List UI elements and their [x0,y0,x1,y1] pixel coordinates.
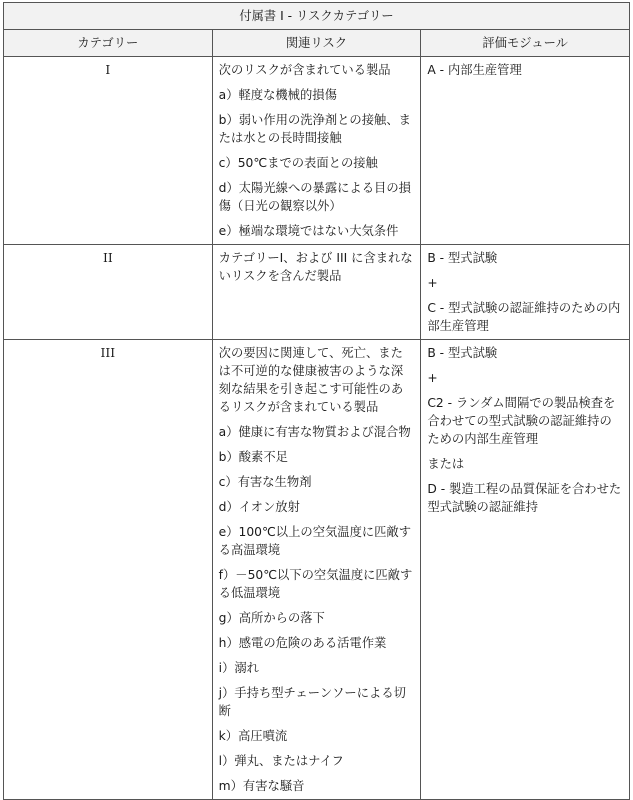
risk-item: h）感電の危険のある活電作業 [218,636,387,650]
risk-item: f）－50℃以下の空気温度に匹敵する低温環境 [218,568,413,600]
risk-item: j）手持ち型チェーンソーによる切断 [218,686,406,718]
risk-item: l）弾丸、またはナイフ [218,754,344,768]
risk-cell [212,340,421,800]
risk-item: カテゴリーI、および III に含まれないリスクを含んだ製品 [218,251,413,283]
risk-item: m）有害な騒音 [218,779,305,793]
module-item: A - 内部生産管理 [427,63,522,77]
module-item: B - 型式試験 [427,346,498,360]
module-item: B - 型式試験 [427,251,498,265]
risk-item: a）健康に有害な物質および混合物 [218,425,411,439]
risk-item: e）極端な環境ではない大気条件 [218,224,399,238]
risk-item: k）高圧噴流 [218,729,288,743]
category-cell: III [4,340,213,800]
module-item: C2 - ランダム間隔での製品検査を合わせての型式試験の認証維持のための内部生産管理 [427,396,616,446]
category-cell: I [4,57,213,245]
risk-item: a）軽度な機械的損傷 [218,88,337,102]
header-category: カテゴリー [4,30,213,57]
module-item: または [427,457,465,471]
table-title: 付属書 I - リスクカテゴリー [4,3,630,30]
header-risk: 関連リスク [212,30,421,57]
risk-item: d）太陽光線への暴露による目の損傷（日光の観察以外） [218,181,411,213]
category-cell: II [4,245,213,340]
module-cell [421,245,630,340]
risk-item: g）高所からの落下 [218,611,325,625]
module-item: C - 型式試験の認証維持のための内部生産管理 [427,301,621,333]
module-item: D - 製造工程の品質保証を合わせた型式試験の認証維持 [427,482,622,514]
risk-item: 次の要因に関連して、死亡、または不可逆的な健康被害のような深刻な結果を引き起こす可能性のあるリスクが含まれている製品 [218,346,404,414]
table-row [4,340,630,800]
risk-item: c）50℃までの表面との接触 [218,156,378,170]
risk-cell [212,245,421,340]
risk-item: c）有害な生物剤 [218,475,312,489]
table-row [4,57,630,245]
risk-item: i）溺れ [218,661,259,675]
risk-category-table [3,2,630,800]
table-row [4,245,630,340]
risk-item: b）酸素不足 [218,450,288,464]
module-cell [421,57,630,245]
module-item: + [427,276,438,290]
risk-item: e）100℃以上の空気温度に匹敵する高温環境 [218,525,412,557]
module-item: + [427,371,438,385]
risk-item: b）弱い作用の洗浄剤との接触、または水との長時間接触 [218,113,411,145]
module-cell [421,340,630,800]
title-row [4,3,630,30]
header-row [4,30,630,57]
risk-cell [212,57,421,245]
risk-item: 次のリスクが含まれている製品 [218,63,391,77]
risk-item: d）イオン放射 [218,500,300,514]
header-module: 評価モジュール [421,30,630,57]
